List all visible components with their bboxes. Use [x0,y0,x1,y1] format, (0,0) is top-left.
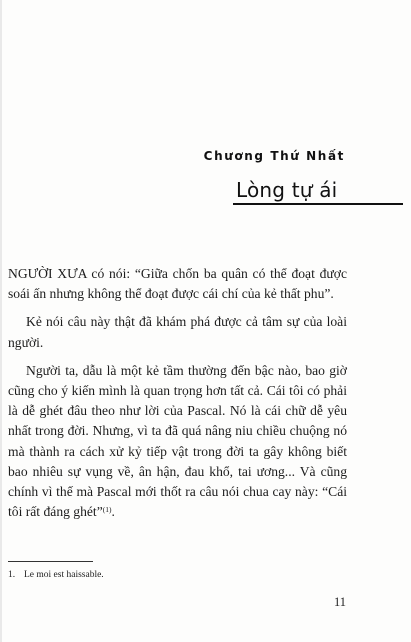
footnote-number: 1. [8,570,16,580]
chapter-label: Chương Thứ Nhất [203,149,345,163]
title-underline [233,203,403,205]
footnote-text: Le moi est haissable. [24,570,104,580]
paragraph-3-text: Người ta, dẫu là một kẻ tầm thường đến bậc nào, bao giờ cũng cho ý kiến mình là quan trọng hơn tất cả. Cái tôi có phải là dễ ghét đâu theo như lời của Pascal. Nó là cái chữ dễ yêu nhất trong đời. Nhưng, vì ta đã quá nâng niu chiều chuộng nó mà thành ra cách xử kỷ tiếp vật trong đời ta gây không biết bao nhiêu sự vụng về, ân hận, đau khổ, tai ương... Và cũng chính vì thế mà Pascal mới thốt ra câu nói chua cay này: “Cái tôi rất đáng ghét” [8,362,347,520]
footnote-reference[interactable]: (1) [102,505,112,515]
footnote [8,570,104,580]
chapter-title: Lòng tự ái [236,178,338,202]
page-number: 11 [334,595,347,609]
paragraph-3 [8,361,347,523]
body-text [8,264,347,530]
page-edge [0,0,2,642]
paragraph-2: Kẻ nói câu này thật đã khám phá được cả tâm sự của loài người. [8,314,347,350]
paragraph-1: NGƯỜI XƯA có nói: “Giữa chốn ba quân có thể đoạt được soái ấn nhưng không thể đoạt được cái chí của kẻ thất phu”. [8,266,347,302]
footnote-divider [8,561,93,562]
paragraph-3-end: . [111,504,115,520]
